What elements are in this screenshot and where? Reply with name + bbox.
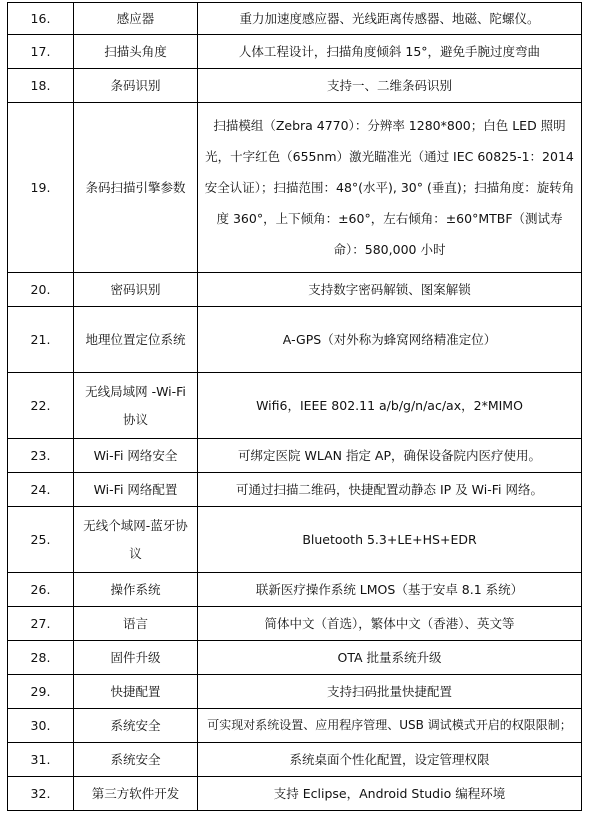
row-description: 可绑定医院 WLAN 指定 AP，确保设备院内医疗使用。 (198, 439, 582, 473)
row-item-name: 条码识别 (74, 69, 198, 103)
row-number: 20. (8, 273, 74, 307)
row-description: 可实现对系统设置、应用程序管理、USB 调试模式开启的权限限制； (198, 709, 582, 743)
row-description: 可通过扫描二维码，快捷配置动静态 IP 及 Wi-Fi 网络。 (198, 473, 582, 507)
row-description: 人体工程设计，扫描角度倾斜 15°，避免手腕过度弯曲 (198, 35, 582, 69)
table-row (8, 507, 582, 573)
row-item-name: 系统安全 (74, 743, 198, 777)
row-number: 27. (8, 607, 74, 641)
row-description: OTA 批量系统升级 (198, 641, 582, 675)
row-item-name: 系统安全 (74, 709, 198, 743)
table-row (8, 675, 582, 709)
row-description: 系统桌面个性化配置，设定管理权限 (198, 743, 582, 777)
row-description: 简体中文（首选），繁体中文（香港）、英文等 (198, 607, 582, 641)
row-description: Bluetooth 5.3+LE+HS+EDR (198, 507, 582, 573)
row-number: 32. (8, 777, 74, 811)
row-item-name: 无线局域网 -Wi-Fi 协议 (74, 373, 198, 439)
row-description: 支持扫码批量快捷配置 (198, 675, 582, 709)
row-number: 29. (8, 675, 74, 709)
row-number: 18. (8, 69, 74, 103)
row-item-name: 语言 (74, 607, 198, 641)
table-row (8, 439, 582, 473)
row-number: 28. (8, 641, 74, 675)
row-item-name: 无线个域网-蓝牙协议 (74, 507, 198, 573)
row-item-name: 条码扫描引擎参数 (74, 103, 198, 273)
row-item-name: Wi-Fi 网络安全 (74, 439, 198, 473)
table-row (8, 777, 582, 811)
table-row (8, 307, 582, 373)
row-description: 联新医疗操作系统 LMOS（基于安卓 8.1 系统） (198, 573, 582, 607)
row-number: 16. (8, 3, 74, 35)
row-item-name: 扫描头角度 (74, 35, 198, 69)
row-number: 31. (8, 743, 74, 777)
table-row (8, 373, 582, 439)
row-item-name: 操作系统 (74, 573, 198, 607)
row-description: 支持一、二维条码识别 (198, 69, 582, 103)
row-number: 21. (8, 307, 74, 373)
row-item-name: Wi-Fi 网络配置 (74, 473, 198, 507)
row-item-name: 固件升级 (74, 641, 198, 675)
row-number: 17. (8, 35, 74, 69)
table-row (8, 641, 582, 675)
table-row (8, 473, 582, 507)
row-number: 23. (8, 439, 74, 473)
row-item-name: 密码识别 (74, 273, 198, 307)
row-item-name: 地理位置定位系统 (74, 307, 198, 373)
table-row (8, 35, 582, 69)
row-number: 24. (8, 473, 74, 507)
table-row (8, 573, 582, 607)
row-description: 重力加速度感应器、光线距离传感器、地磁、陀螺仪。 (198, 3, 582, 35)
table-row (8, 709, 582, 743)
row-item-name: 第三方软件开发 (74, 777, 198, 811)
row-number: 22. (8, 373, 74, 439)
row-number: 30. (8, 709, 74, 743)
row-number: 25. (8, 507, 74, 573)
row-description: 支持数字密码解锁、图案解锁 (198, 273, 582, 307)
table-row (8, 273, 582, 307)
row-item-name: 感应器 (74, 3, 198, 35)
row-description: Wifi6，IEEE 802.11 a/b/g/n/ac/ax，2*MIMO (198, 373, 582, 439)
row-description: A-GPS（对外称为蜂窝网络精准定位） (198, 307, 582, 373)
row-item-name: 快捷配置 (74, 675, 198, 709)
table-row (8, 607, 582, 641)
row-description: 扫描模组（Zebra 4770）：分辨率 1280*800；白色 LED 照明光，十字红色（655nm）激光瞄准光（通过 IEC 60825-1：2014 安全认证）；扫描范围：48°(水平), 30° (垂直)；扫描角度：旋转角度 360°，上下倾角：±60°，左右倾角：±60°MTBF（测试寿命）：580,000 小时 (198, 103, 582, 273)
table-row (8, 103, 582, 273)
row-number: 19. (8, 103, 74, 273)
row-number: 26. (8, 573, 74, 607)
table-row (8, 3, 582, 35)
spec-table (7, 2, 582, 811)
table-row (8, 743, 582, 777)
row-description: 支持 Eclipse，Android Studio 编程环境 (198, 777, 582, 811)
table-row (8, 69, 582, 103)
